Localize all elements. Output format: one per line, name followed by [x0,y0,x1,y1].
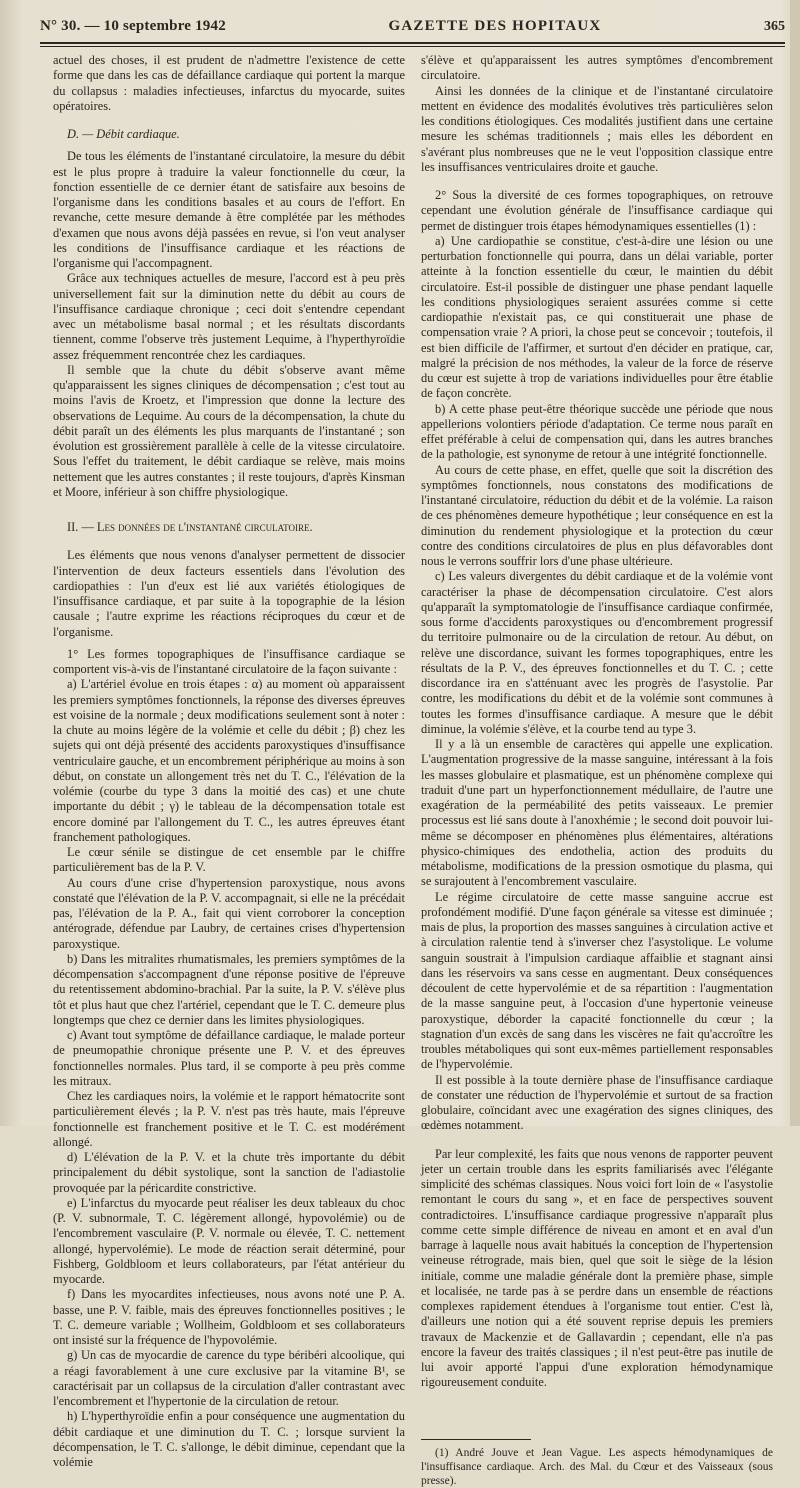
left-column [53,53,405,1470]
paragraph: Ainsi les données de la clinique et de l'instantané circulatoire mettent en évidence des modalités évolutives très particulières selon les conditions étiologiques. Ces modalités justifient dans une certaine mesure les schémas traditionnels ; mais elles les débordent en s'avérant plus nombreuses que ne le veut l'opposition classique entre les insuffisances ventriculaires droite et gauche. [421,83,773,174]
paragraph: c) Les valeurs divergentes du débit cardiaque et de la volémie vont caractériser la phase de décompensation circulatoire. C'est alors qu'apparaît la symptomatologie de l'insuffisance cardiaque confirmée, sous forme d'accidents paroxystiques ou d'encombrement progressif du territoire pulmonaire ou de la circulation de retour. Au début, on relève une discordance, suivant les formes topographiques, entre les résultats de la P. V., des épreuves fonctionnelles et du T. C. ; cette discordance ira en s'atténuant avec les progrès de l'asystolie. Par contre, les modifications du débit et de la volémie sont communes à toutes les formes d'insuffisance cardiaque. A mesure que le débit diminue, la volémie s'élève, et la courbe tend au type 3. [421,569,773,736]
issue-number: N° 30. — 10 septembre 1942 [40,18,226,34]
paragraph: 2° Sous la diversité de ces formes topographiques, on retrouve cependant une évolution générale de l'insuffisance cardiaque qui permet de distinguer trois étapes hémodynamiques essentielles (1) : [421,188,773,233]
section-heading-donnees-instantane: II. — Les données de l'instantané circulatoire. [67,520,313,534]
paragraph: Le cœur sénile se distingue de cet ensemble par le chiffre particulièrement bas de la P. V. [53,845,405,875]
paragraph: f) Dans les myocardites infectieuses, nous avons noté une P. A. basse, une P. V. faible, mais des épreuves fonctionnelles positives ; le T. C. demeure variable ; Wollheim, Goldbloom et ses collaborateurs ont insisté sur la fréquence de l'hypovolémie. [53,1287,405,1347]
paragraph: Grâce aux techniques actuelles de mesure, l'accord est à peu près universellement fait sur la diminution nette du débit au cours de l'insuffisance cardiaque chronique ; ceci doit s'entendre cependant avec un métabolisme basal normal ; et les résultats discordants tiennent, comme l'observe très justement Lequime, à l'hyperthyroïdie assez fréquemment rencontrée chez les cardiaques. [53,271,405,362]
header-rule-thin [40,46,785,47]
paragraph: a) Une cardiopathie se constitue, c'est-à-dire une lésion ou une perturbation fonctionnelle qui pourra, dans un délai variable, porter atteinte à la fonction essentielle du cœur, le maintien du débit circulatoire. Est-il possible de distinguer une phase pendant laquelle les conditions physiologiques seraient assurées comme si cette cardiopathie n'existait pas, ce qui constituerait une phase de compensation vraie ? A priori, la chose peut se concevoir ; toutefois, il est bien difficile de l'affirmer, et surtout d'en décider en pratique, car, malgré la précision de nos méthodes, la valeur de la force de réserve du cœur est sujette à trop de variations individuelles pour être établie de façon concrète. [421,233,773,401]
paragraph: b) Dans les mitralites rhumatismales, les premiers symptômes de la décompensation s'accompagnent d'une réponse positive de l'épreuve du retentissement abdomino-brachial. Par la suite, la P. V. s'élève plus tôt et plus haut que chez l'artériel, cependant que le T. C. demeure plus longtemps que chez ce dernier dans les limites physiologiques. [53,951,405,1027]
page-number: 365 [764,19,785,34]
paragraph: actuel des choses, il est prudent de n'admettre l'existence de cette forme que dans les cas de défaillance cardiaque qui portent la marque du collapsus : maladies infectieuses, infarctus du myocarde, suites opératoires. [53,53,405,113]
journal-title: GAZETTE DES HOPITAUX [388,18,602,34]
paragraph: Au cours d'une crise d'hypertension paroxystique, nous avons constaté que l'élévation de la P. V. accompagnait, si elle ne la précédait pas, l'élévation de la P. A., fait qui vient corroborer la conception antérograde, défendue par Laubry, de certaines crises d'hypertension paroxystique. [53,875,405,951]
paragraph: Au cours de cette phase, en effet, quelle que soit la discrétion des symptômes fonctionnels, nous constatons des modifications de l'instantané circulatoire, réduction du débit et de la volémie. La raison de ces phénomènes demeure hypothétique ; leur conséquence en est la diminution du rendement physiologique et la protection du cœur contre des conditions circulatoires de plus en plus défavorables dont nous le verrons souffrir lors d'une phase ultérieure. [421,462,773,568]
paragraph: h) L'hyperthyroïdie enfin a pour conséquence une augmentation du débit cardiaque et une diminution du T. C. ; lorsque survient la décompensation, le T. C. s'allonge, le débit diminue, cependant que la volémie [53,1409,405,1469]
section-heading-debit-cardiaque: D. — Débit cardiaque. [67,127,180,141]
header-rule-thick [40,42,785,44]
paragraph: Chez les cardiaques noirs, la volémie et le rapport hématocrite sont particulièrement élevés ; la P. V. n'est pas très haute, mais l'épreuve fonctionnelle est franchement positive et le T. C. est modérément allongé. [53,1089,405,1149]
paragraph: Par leur complexité, les faits que nous venons de rapporter peuvent jeter un certain trouble dans les esprits familiarisés avec l'élégante simplicité des schémas classiques. Nous voici fort loin de « l'asystolie remontant le cours du sang », et en face de perspectives souvent contradictoires. L'insuffisance cardiaque progressive n'apparaît plus comme cette simple différence de niveau en amont et en aval d'un barrage à laquelle nous avait habitués la conception de l'hypertension veineuse rétrograde, mais bien, quel que soit le siège de la lésion initiale, comme une maladie générale dont la première phase, simple et localisée, ne tarde pas à se perdre dans un ensemble de réactions complexes rapidement étendues à l'organisme tout entier. C'est là, d'ailleurs une notion qui a été souvent reprise depuis les premiers travaux de Mackenzie et de Gallavardin ; cependant, elle n'a pas encore la faveur des traités classiques ; il n'est peut-être pas inutile de lui avoir apporté l'appui d'une exploration hémodynamique rigoureusement conduite. [421,1146,773,1390]
paragraph: s'élève et qu'apparaissent les autres symptômes d'encombrement circulatoire. [421,53,773,83]
paragraph: Les éléments que nous venons d'analyser permettent de dissocier l'intervention de deux facteurs essentiels dans l'évolution des cardiopathies : l'un d'eux est lié aux variétés étiologiques de l'insuffisance cardiaque, et par suite à la topographie de la lésion causale ; l'autre exprime les réactions réciproques du cœur et de l'organisme. [53,548,405,639]
footnote: (1) André Jouve et Jean Vague. Les aspects hémodynamiques de l'insuffisance cardiaque. Arch. des Mal. du Cœur et des Vaisseaux (sous presse). [421,1446,773,1487]
paragraph: d) L'élévation de la P. V. et la chute très importante du débit principalement du débit systolique, sont la sanction de l'adiastolie provoquée par la péricardite constrictive. [53,1150,405,1195]
paragraph: Il est possible à la toute dernière phase de l'insuffisance cardiaque de constater une réduction de l'hypervolémie et surtout de sa fraction globulaire, coïncidant avec une exagération des signes cliniques, des œdèmes notamment. [421,1072,773,1133]
paragraph: g) Un cas de myocardie de carence du type béribéri alcoolique, qui a réagi favorablement à une cure exclusive par la vitamine B¹, se caractérisait par un collapsus de la circulation d'aller contrastant avec l'encombrement et l'hypertonie de la circulation de retour. [53,1348,405,1408]
paragraph: De tous les éléments de l'instantané circulatoire, la mesure du débit est le plus propre à traduire la valeur fonctionnelle du cœur, la fonction essentielle de ce dernier étant de satisfaire aux besoins de l'organisme dans les conditions basales et au cours de l'effort. En revanche, cette mesure demande à être complétée par les méthodes d'examen que nous avons déjà passées en revue, si l'on veut analyser les conditions de l'insuffisance cardiaque et les réactions de l'organisme qui l'accompagnent. [53,149,405,270]
paragraph: Il y a là un ensemble de caractères qui appelle une explication. L'augmentation progressive de la masse sanguine, intéressant à la fois les masses globulaire et plasmatique, est un phénomène complexe qui traduit d'une part un hyperfonctionnement médullaire, de l'autre une exagération de la perméabilité des petits vaisseaux. Le premier processus est lié sans doute à l'anoxhémie ; le second doit pouvoir lui-même se décomposer en phénomènes plus élémentaires, altérations physico-chimiques des endothelia, action des produits du métabolisme, modifications de la pression osmotique du plasma, qui se surajoutent à l'encombrement vasculaire. [421,737,773,889]
paragraph: 1° Les formes topographiques de l'insuffisance cardiaque se comportent vis-à-vis de l'instantané circulatoire de la façon suivante : [53,646,405,676]
paragraph: a) L'artériel évolue en trois étapes : α) au moment où apparaissent les premiers symptômes fonctionnels, la réponse des diverses épreuves est voisine de la normale ; deux modifications seulement sont à noter : la chute au moins légère de la volémie et celle du débit ; β) chez les sujets qui ont déjà présenté des accidents paroxystiques d'insuffisance ventriculaire gauche, et un encombrement périphérique au moins à son début, on constate un allongement très net du T. C., l'élévation de la volémie (courbe du type 3 dans la moitié des cas) et une chute importante du débit ; γ) le tableau de la décompensation totale est encore dominé par l'allongement du T. C., les autres épreuves étant franchement pathologiques. [53,677,405,844]
paragraph: e) L'infarctus du myocarde peut réaliser les deux tableaux du choc (P. V. subnormale, T. C. légèrement allongé, hypovolémie) ou de l'encombrement vasculaire (P. V. normale ou élevée, T. C. nettement allongé, hypervolémie). Le mode de réaction serait déterminé, pour Fishberg, Goldbloom et leurs collaborateurs, par l'état antérieur du myocarde. [53,1195,405,1286]
paragraph: c) Avant tout symptôme de défaillance cardiaque, le malade porteur de pneumopathie chronique présente une P. V. et des épreuves fonctionnelles normales. Plus tard, il se comporte à peu près comme les mitraux. [53,1028,405,1088]
right-column [421,53,773,1488]
page-edge [790,0,800,1126]
paragraph: b) A cette phase peut-être théorique succède une période que nous appellerions volontiers période d'adaptation. Ce terme nous paraît en effet préférable à celui de compensation qui, dans les autres branches de la pathologie, est synonyme de retour à une intégrité fonctionnelle. [421,401,773,462]
running-header [40,18,785,42]
paragraph: Il semble que la chute du débit s'observe avant même qu'apparaissent les signes cliniques de décompensation ; c'est tout au moins l'avis de Kroetz, et l'impression que donne la lecture des observations de Lequime. Au cours de la décompensation, la chute du débit paraît un des éléments les plus marquants de l'instantané ; son évolution est grossièrement parallèle à celle de la vitesse circulatoire. Sous l'effet du traitement, le débit cardiaque se relève, mais moins nettement que les autres constantes ; il reste toujours, d'après Kinsman et Moore, inférieur à son chiffre physiologique. [53,362,405,499]
paragraph: Le régime circulatoire de cette masse sanguine accrue est profondément modifié. D'une façon générale sa vitesse est diminuée ; mais de plus, la proportion des masses sanguines à circulation active et à circulation ralentie tend à s'inverser chez l'asystolique. Le volume sanguin soustrait à l'impulsion cardiaque affaiblie et stagnant ainsi dans les réservoirs va sans cesse en augmentant. Deux conséquences découlent de cette hypervolémie et de sa répartition : l'augmentation de la masse sanguine peut, à l'occasion d'une hypertonie veineuse paroxystique, déborder la capacité fonctionnelle du cœur ; la stagnation d'un excès de sang dans les viscères ne fait qu'accroître les troubles métaboliques qui sont eux-mêmes partiellement responsables de l'hypervolémie. [421,889,773,1072]
footnote-rule [421,1439,531,1440]
